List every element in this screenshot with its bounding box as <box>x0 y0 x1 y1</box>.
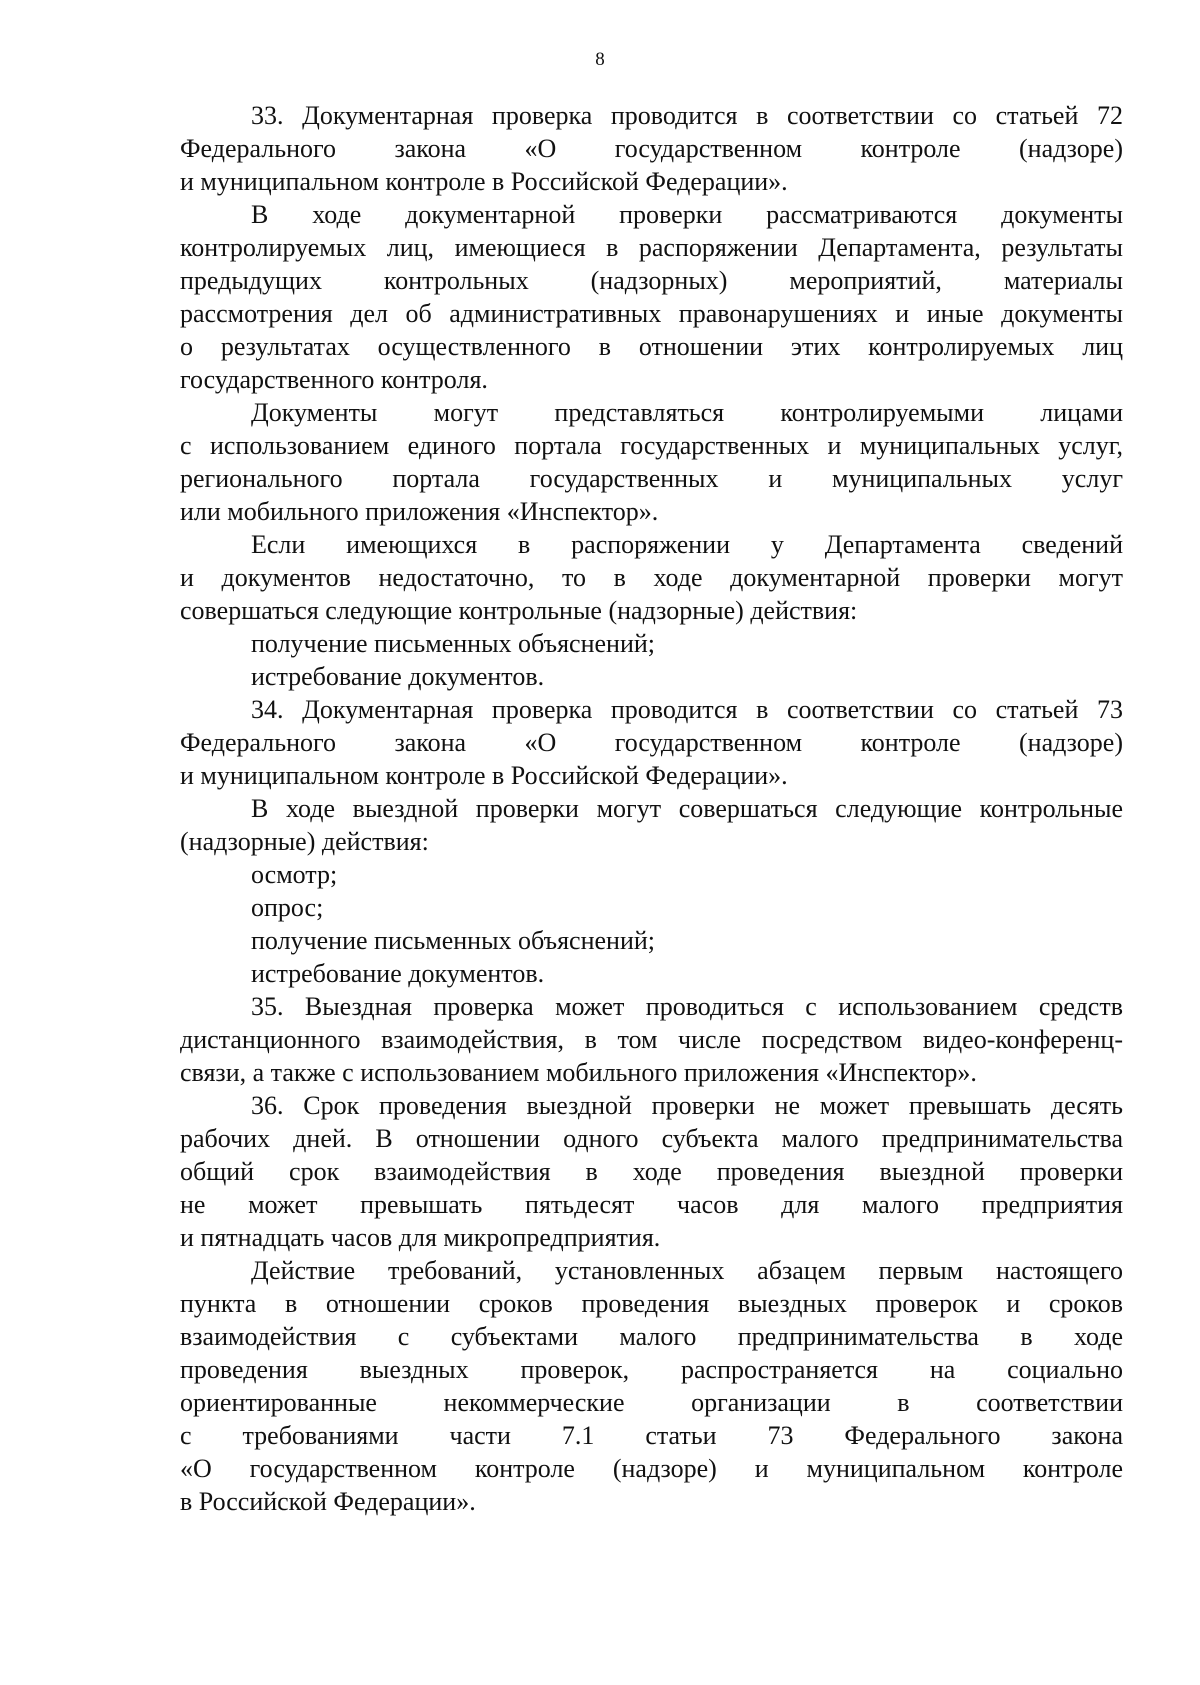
text-line: 33. Документарная проверка проводится в соответствии со статьей 72 <box>251 101 1123 130</box>
text-line: контролируемых лиц, имеющиеся в распоряжении Департамента, результаты <box>180 233 1123 262</box>
text-line: В ходе документарной проверки рассматриваются документы <box>251 200 1123 229</box>
text-line: 34. Документарная проверка проводится в соответствии со статьей 73 <box>251 695 1123 724</box>
paragraph <box>180 957 1123 990</box>
text-line: 35. Выездная проверка может проводиться с использованием средств <box>251 992 1123 1021</box>
paragraph <box>180 528 1123 627</box>
text-line: Федерального закона «О государственном контроле (надзоре) <box>180 728 1123 757</box>
text-line: 36. Срок проведения выездной проверки не может превышать десять <box>251 1091 1123 1120</box>
paragraph <box>180 924 1123 957</box>
paragraph <box>180 627 1123 660</box>
paragraph <box>180 99 1123 198</box>
text-line: общий срок взаимодействия в ходе проведения выездной проверки <box>180 1157 1123 1186</box>
text-line: получение письменных объяснений; <box>251 926 655 955</box>
paragraph <box>180 858 1123 891</box>
text-line: с требованиями части 7.1 статьи 73 Федерального закона <box>180 1421 1123 1450</box>
paragraph <box>180 198 1123 396</box>
paragraph <box>180 891 1123 924</box>
text-line: истребование документов. <box>251 662 545 691</box>
text-line: о результатах осуществленного в отношении этих контролируемых лиц <box>180 332 1123 361</box>
text-line: дистанционного взаимодействия, в том числе посредством видео-конференц- <box>180 1025 1123 1054</box>
text-line: Действие требований, установленных абзацем первым настоящего <box>251 1256 1123 1285</box>
text-line: проведения выездных проверок, распространяется на социально <box>180 1355 1123 1384</box>
text-line: предыдущих контрольных (надзорных) мероприятий, материалы <box>180 266 1123 295</box>
text-line: рабочих дней. В отношении одного субъекта малого предпринимательства <box>180 1124 1123 1153</box>
text-line: Федерального закона «О государственном контроле (надзоре) <box>180 134 1123 163</box>
text-line: или мобильного приложения «Инспектор». <box>180 497 659 526</box>
text-line: «О государственном контроле (надзоре) и муниципальном контроле <box>180 1454 1123 1483</box>
text-line: и муниципальном контроле в Российской Федерации». <box>180 761 788 790</box>
text-line: связи, а также с использованием мобильного приложения «Инспектор». <box>180 1058 977 1087</box>
text-line: с использованием единого портала государственных и муниципальных услуг, <box>180 431 1123 460</box>
page-number: 8 <box>595 49 605 70</box>
paragraph <box>180 693 1123 792</box>
text-line: ориентированные некоммерческие организации в соответствии <box>180 1388 1123 1417</box>
paragraph <box>180 792 1123 858</box>
text-line: государственного контроля. <box>180 365 488 394</box>
text-line: В ходе выездной проверки могут совершаться следующие контрольные <box>251 794 1123 823</box>
text-line: не может превышать пятьдесят часов для малого предприятия <box>180 1190 1123 1219</box>
text-line: пункта в отношении сроков проведения выездных проверок и сроков <box>180 1289 1123 1318</box>
text-line: совершаться следующие контрольные (надзорные) действия: <box>180 596 858 625</box>
text-line: осмотр; <box>251 860 338 889</box>
text-line: получение письменных объяснений; <box>251 629 655 658</box>
document-body <box>180 99 1123 1518</box>
text-line: опрос; <box>251 893 324 922</box>
text-line: в Российской Федерации». <box>180 1487 476 1516</box>
text-line: истребование документов. <box>251 959 545 988</box>
text-line: рассмотрения дел об административных правонарушениях и иные документы <box>180 299 1123 328</box>
paragraph <box>180 990 1123 1089</box>
text-line: Документы могут представляться контролируемыми лицами <box>251 398 1123 427</box>
paragraph <box>180 660 1123 693</box>
text-line: и документов недостаточно, то в ходе документарной проверки могут <box>180 563 1123 592</box>
text-line: (надзорные) действия: <box>180 827 429 856</box>
text-line: регионального портала государственных и муниципальных услуг <box>180 464 1123 493</box>
paragraph <box>180 1089 1123 1254</box>
text-line: Если имеющихся в распоряжении у Департамента сведений <box>251 530 1123 559</box>
text-line: взаимодействия с субъектами малого предпринимательства в ходе <box>180 1322 1123 1351</box>
text-line: и муниципальном контроле в Российской Федерации». <box>180 167 788 196</box>
text-line: и пятнадцать часов для микропредприятия. <box>180 1223 661 1252</box>
paragraph <box>180 396 1123 528</box>
paragraph <box>180 1254 1123 1518</box>
